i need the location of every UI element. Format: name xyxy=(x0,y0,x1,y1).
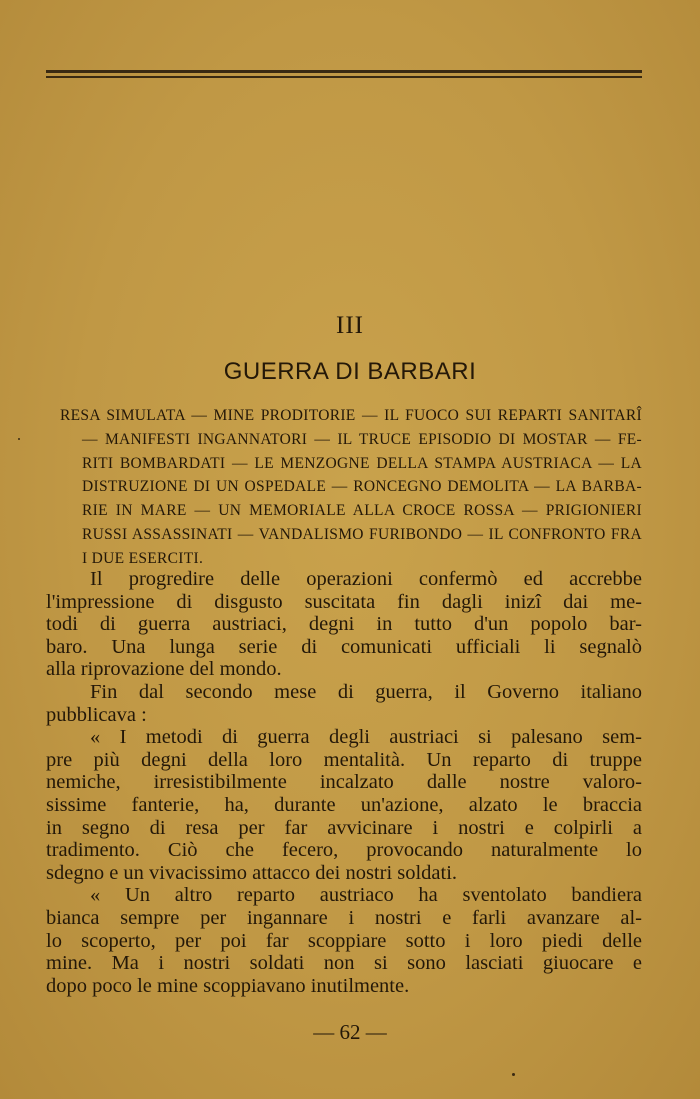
body-line: Fin dal secondo mese di guerra, il Governo italiano xyxy=(90,680,642,703)
body-line: dopo poco le mine scoppiavano inutilmente. xyxy=(46,974,410,997)
body-line: pre più degni della loro mentalità. Un reparto di truppe xyxy=(46,748,642,771)
chapter-summary xyxy=(60,404,642,571)
summary-line: I DUE ESERCITI. xyxy=(82,549,204,567)
body-line: in segno di resa per far avvicinare i nostri e colpirli a xyxy=(46,816,642,839)
chapter-title: GUERRA DI BARBARI xyxy=(223,358,477,385)
body-line: mine. Ma i nostri soldati non si sono lasciati giuocare e xyxy=(46,952,642,975)
summary-line: RIE IN MARE — UN MEMORIALE ALLA CROCE ROSSA — PRIGIONIERI xyxy=(82,502,642,520)
body-line: sdegno e un vivacissimo attacco dei nostri soldati. xyxy=(46,861,458,884)
body-line: pubblicava : xyxy=(46,703,147,726)
summary-line: RITI BOMBARDATI — LE MENZOGNE DELLA STAMPA AUSTRIACA — LA xyxy=(82,454,642,472)
body-line: todi di guerra austriaci, degni in tutto d'un popolo bar- xyxy=(46,613,642,636)
body-line: bianca sempre per ingannare i nostri e farli avanzare al- xyxy=(46,906,642,929)
body-line: baro. Una lunga serie di comunicati ufficiali li segnalò xyxy=(46,635,642,658)
body-line: sissime fanterie, ha, durante un'azione, alzato le braccia xyxy=(46,793,642,816)
body-line: l'impressione di disgusto suscitata fin dagli inizî dai me- xyxy=(46,590,642,613)
ink-speck xyxy=(512,1073,515,1076)
page-number: — 62 — xyxy=(313,1020,387,1044)
body-line: Il progredire delle operazioni confermò ed accrebbe xyxy=(90,568,642,590)
body-line: « I metodi di guerra degli austriaci si palesano sem- xyxy=(90,726,642,749)
summary-line: — MANIFESTI INGANNATORI — IL TRUCE EPISODIO DI MOSTAR — FE- xyxy=(82,430,642,448)
chapter-number: III xyxy=(336,312,364,339)
body-line: lo scoperto, per poi far scoppiare sotto i loro piedi delle xyxy=(46,929,642,952)
header-rule-top xyxy=(46,70,642,73)
summary-line: RUSSI ASSASSINATI — VANDALISMO FURIBONDO — IL CONFRONTO FRA xyxy=(82,525,642,543)
summary-line: DISTRUZIONE DI UN OSPEDALE — RONCEGNO DEMOLITA — LA BARBA- xyxy=(82,478,642,496)
body-text xyxy=(46,568,642,997)
summary-line: RESA SIMULATA — MINE PRODITORIE — IL FUOCO SUI REPARTI SANITARÎ xyxy=(60,407,642,424)
body-line: « Un altro reparto austriaco ha sventolato bandiera xyxy=(90,884,642,907)
body-line: alla riprovazione del mondo. xyxy=(46,658,282,681)
header-rule-bottom xyxy=(46,76,642,78)
body-line: tradimento. Ciò che fecero, provocando naturalmente lo xyxy=(46,839,642,862)
ink-speck xyxy=(18,438,20,440)
body-line: nemiche, irresistibilmente incalzato dalle nostre valoro- xyxy=(46,771,642,794)
